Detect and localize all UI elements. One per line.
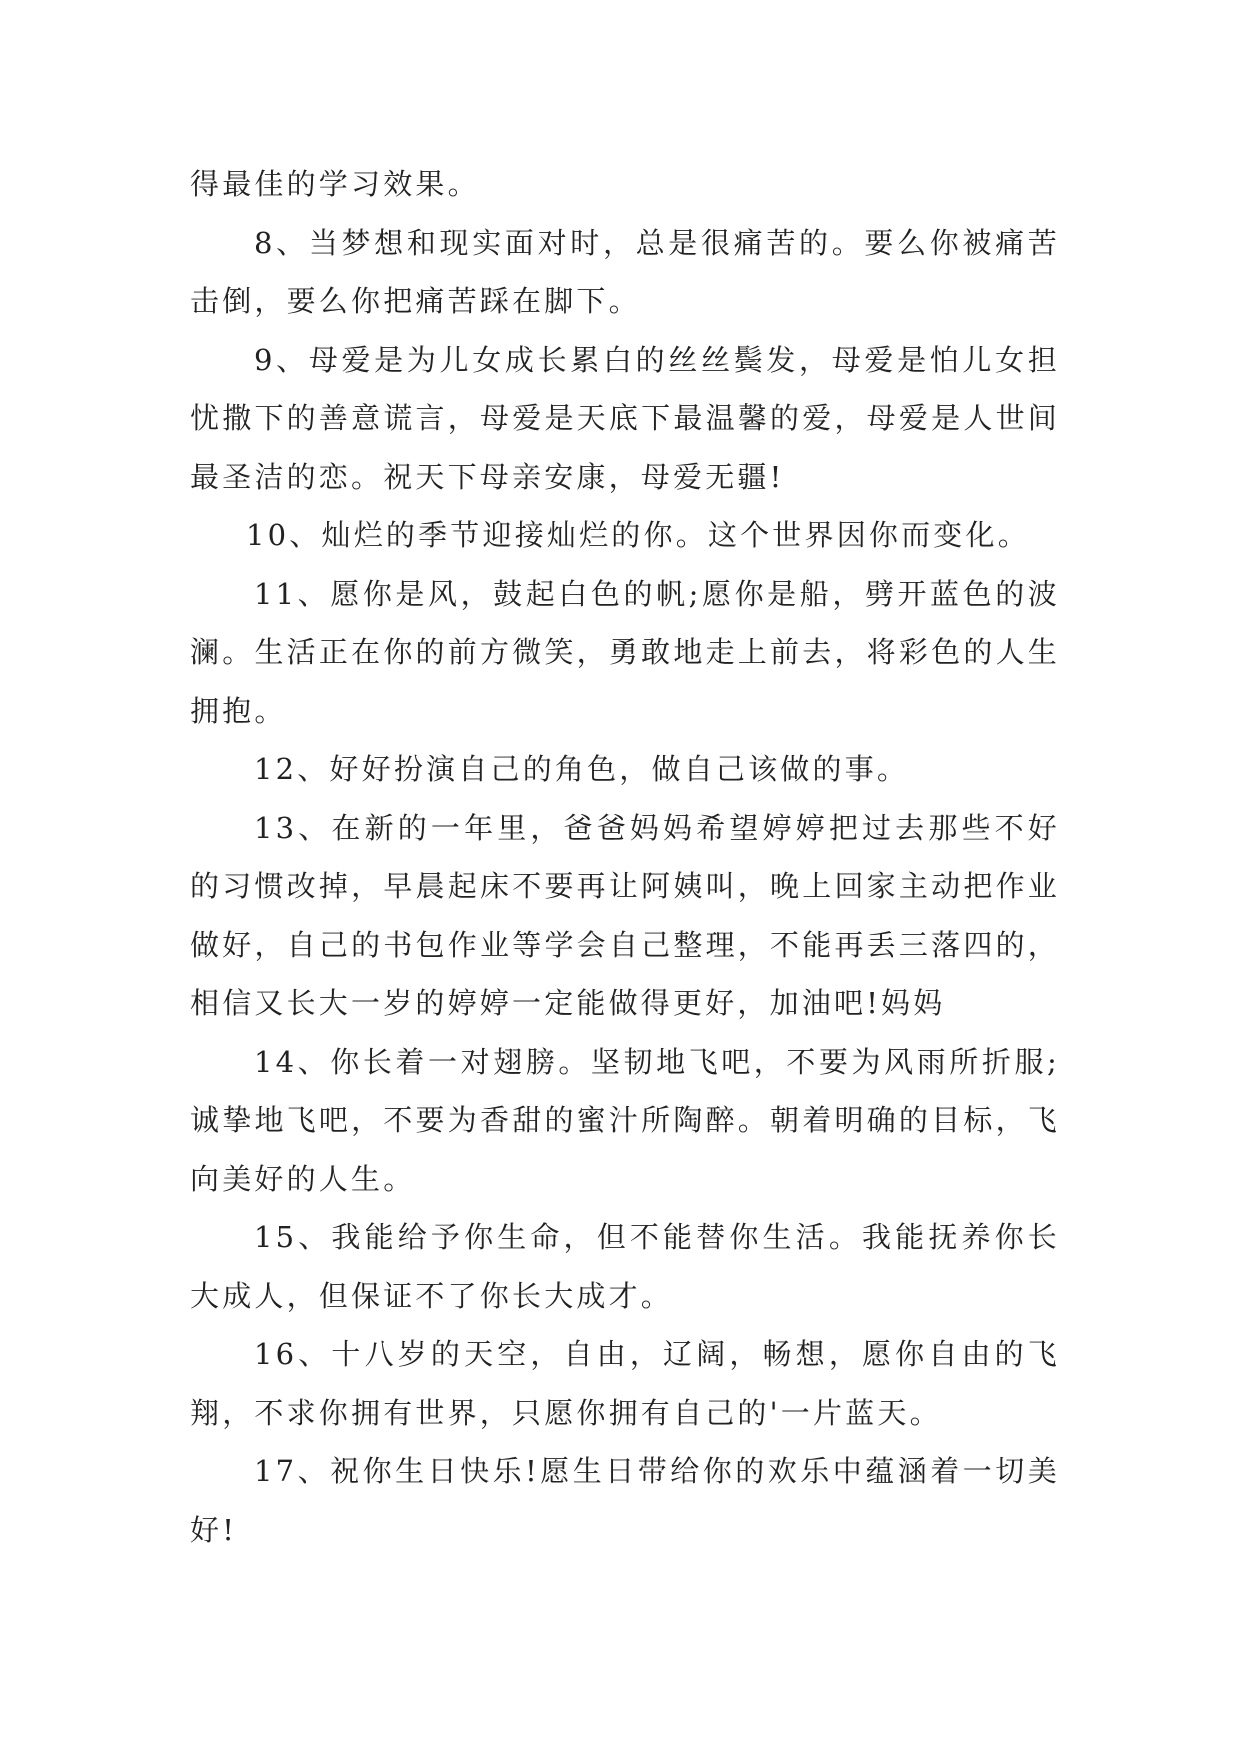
paragraph-continuation: 得最佳的学习效果。 — [190, 167, 480, 201]
paragraph-10: 10、灿烂的季节迎接灿烂的你。这个世界因你而变化。 — [246, 518, 1030, 552]
paragraph-14: 14、你长着一对翅膀。坚韧地飞吧，不要为风雨所折服;诚挚地飞吧，不要为香甜的蜜汁所陶醉。朝着明确的目标，飞向美好的人生。 — [190, 1044, 1060, 1196]
paragraph-8: 8、当梦想和现实面对时，总是很痛苦的。要么你被痛苦击倒，要么你把痛苦踩在脚下。 — [190, 225, 1060, 318]
paragraph-12: 12、好好扮演自己的角色，做自己该做的事。 — [254, 752, 910, 786]
paragraph-13: 13、在新的一年里，爸爸妈妈希望婷婷把过去那些不好的习惯改掉，早晨起床不要再让阿姨叫，晚上回家主动把作业做好，自己的书包作业等学会自己整理，不能再丢三落四的，相信又长大一岁的婷婷一定能做得更好，加油吧!妈妈 — [190, 810, 1060, 1020]
document-body — [190, 155, 1060, 1559]
paragraph-16: 16、十八岁的天空，自由，辽阔，畅想，愿你自由的飞翔，不求你拥有世界，只愿你拥有自己的'一片蓝天。 — [190, 1337, 1060, 1430]
paragraph-15: 15、我能给予你生命，但不能替你生活。我能抚养你长大成人，但保证不了你长大成才。 — [190, 1220, 1060, 1313]
paragraph-9: 9、母爱是为儿女成长累白的丝丝鬓发，母爱是怕儿女担忧撒下的善意谎言，母爱是天底下最温馨的爱，母爱是人世间最圣洁的恋。祝天下母亲安康，母爱无疆! — [190, 342, 1060, 494]
paragraph-11: 11、愿你是风，鼓起白色的帆;愿你是船，劈开蓝色的波澜。生活正在你的前方微笑，勇敢地走上前去，将彩色的人生拥抱。 — [190, 576, 1060, 728]
paragraph-17: 17、祝你生日快乐!愿生日带给你的欢乐中蕴涵着一切美好! — [190, 1454, 1060, 1547]
